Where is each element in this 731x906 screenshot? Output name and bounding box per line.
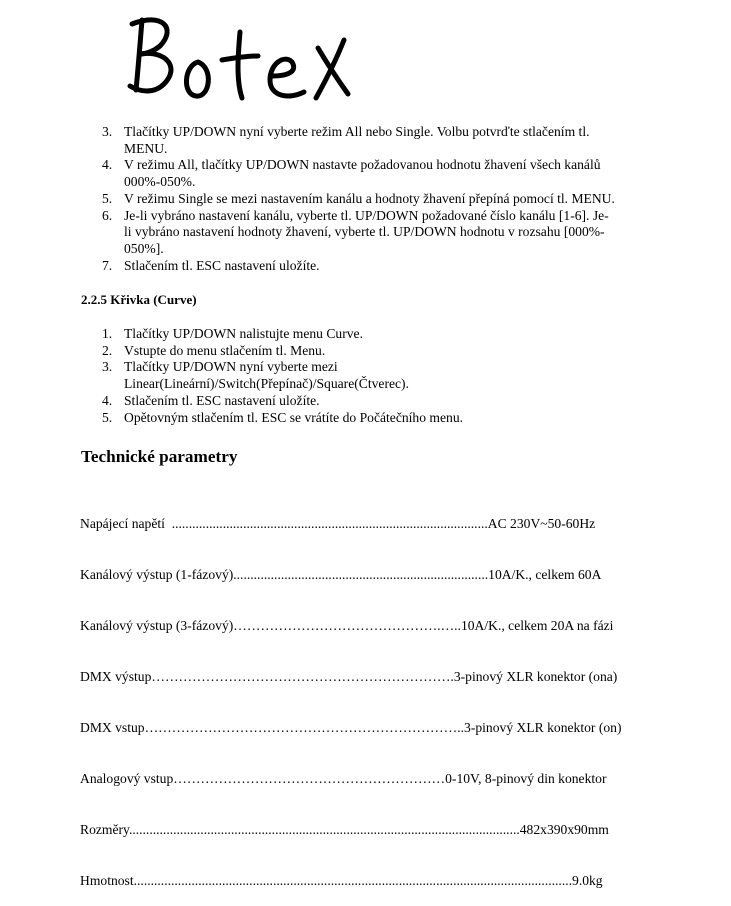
spec-row: Kanálový výstup (3-fázový)……………………………………….…..10A/K., celkem 20A na fázi	[80, 618, 614, 633]
item-number: 1.	[102, 326, 113, 341]
item-line: Tlačítky UP/DOWN nalistujte menu Curve.	[124, 326, 363, 341]
item-number: 4.	[102, 157, 113, 173]
curve-steps-list	[80, 326, 680, 426]
item-line: 050%].	[124, 240, 164, 256]
item-line: 000%-050%.	[124, 174, 196, 190]
botex-logo	[122, 10, 357, 110]
item-line: Stlačením tl. ESC nastavení uložíte.	[124, 392, 320, 408]
tech-params-heading: Technické parametry	[81, 447, 238, 466]
item-line: li vybráno nastavení hodnoty žhavení, vyberte tl. UP/DOWN hodnotu v rozsahu [000%-	[124, 224, 605, 240]
item-line: Tlačítky UP/DOWN nyní vyberte režim All nebo Single. Volbu potvrďte stlačením tl.	[124, 124, 590, 139]
tech-specs-list	[80, 481, 621, 906]
list-item	[80, 157, 680, 190]
item-number: 4.	[102, 392, 113, 408]
spec-row: Hmotnost.................................................................................................................................9.0kg	[80, 873, 603, 888]
botex-logo-svg	[122, 10, 357, 110]
item-line: Opětovným stlačením tl. ESC se vrátíte do Počátečního menu.	[124, 409, 464, 425]
item-number: 3.	[102, 359, 113, 375]
item-line: Stlačením tl. ESC nastavení uložíte.	[124, 257, 320, 273]
list-item	[80, 410, 680, 427]
spec-row: Napájecí napětí .............................................................................................AC 230V~50-60Hz	[80, 516, 596, 531]
list-item	[80, 326, 680, 343]
item-number: 5.	[102, 409, 113, 425]
section-heading: 2.2.5 Křivka (Curve)	[81, 292, 197, 307]
item-number: 6.	[102, 207, 113, 223]
list-item	[80, 359, 680, 392]
spec-row: Analogový vstup……………………………………………………0-10V, 8-pinový din konektor	[80, 771, 607, 786]
list-item	[80, 258, 680, 275]
list-item	[80, 191, 680, 208]
list-item	[80, 124, 680, 157]
settings-steps-list	[80, 124, 680, 274]
item-number: 5.	[102, 190, 113, 206]
item-line: Je-li vybráno nastavení kanálu, vyberte tl. UP/DOWN požadované číslo kanálu [1-6]. Je-	[124, 207, 609, 223]
item-line: V režimu All, tlačítky UP/DOWN nastavte požadovanou hodnotu žhavení všech kanálů	[124, 157, 601, 173]
list-item	[80, 393, 680, 410]
item-line: MENU.	[124, 140, 168, 156]
item-number: 2.	[102, 342, 113, 358]
item-line: V režimu Single se mezi nastavením kanálu a hodnoty žhavení přepíná pomocí tl. MENU.	[124, 190, 615, 206]
list-item	[80, 343, 680, 360]
spec-row: DMX vstup……………………………………………………………..3-pinový XLR konektor (on)	[80, 720, 622, 735]
spec-row: DMX výstup………………………………………………………….3-pinový XLR konektor (ona)	[80, 669, 618, 684]
spec-row: Rozměry...................................................................................................................482x390x90mm	[80, 822, 609, 837]
spec-row: Kanálový výstup (1-fázový)...........................................................................10A/K., celkem 60A	[80, 567, 602, 582]
item-line: Tlačítky UP/DOWN nyní vyberte mezi	[124, 359, 338, 375]
item-number: 3.	[102, 124, 113, 139]
item-number: 7.	[102, 257, 113, 273]
list-item	[80, 208, 680, 258]
item-line: Vstupte do menu stlačením tl. Menu.	[124, 342, 326, 358]
item-line: Linear(Lineární)/Switch(Přepínač)/Square(Čtverec).	[124, 376, 409, 392]
